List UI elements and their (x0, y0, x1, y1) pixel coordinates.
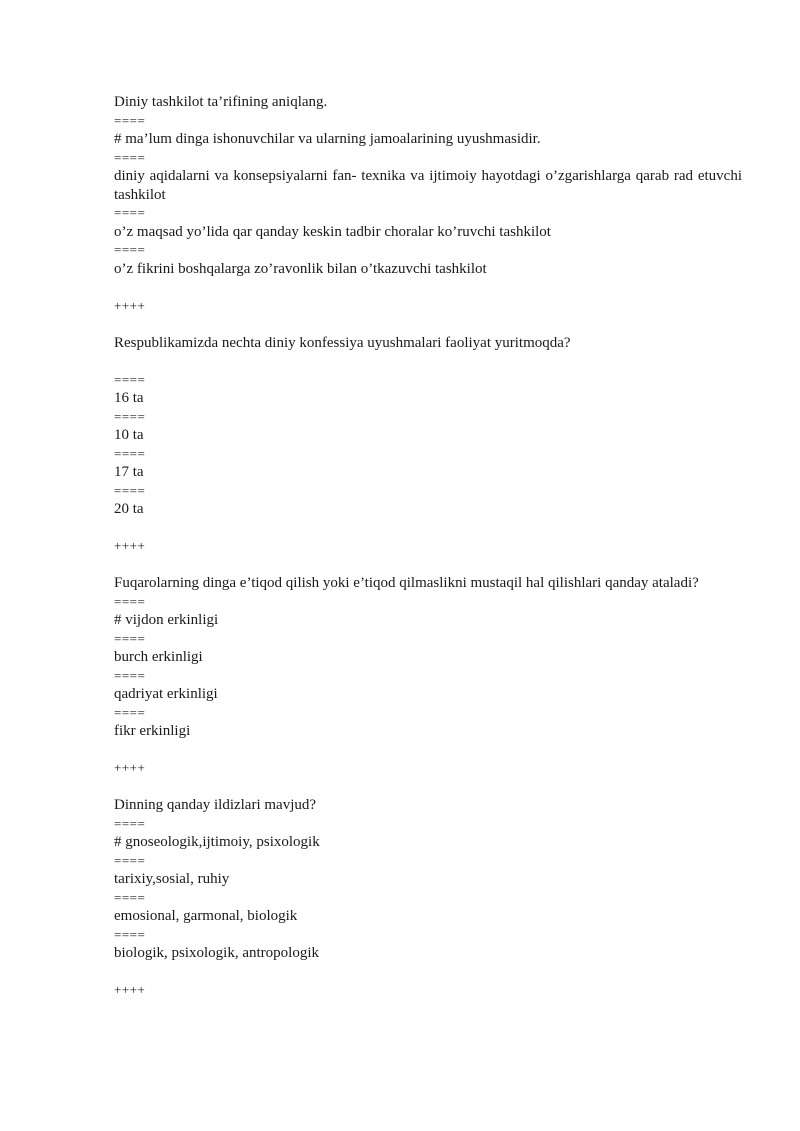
separator: ==== (114, 889, 146, 905)
separator: ==== (114, 205, 146, 220)
question-block (114, 93, 742, 334)
end-marker: ++++ (114, 538, 146, 553)
end-marker: ++++ (114, 982, 146, 997)
end-marker: ++++ (114, 760, 146, 775)
answer-option: # gnoseologik,ijtimoiy, psixologik (114, 834, 320, 850)
question-text: Dinning qanday ildizlari mavjud? (114, 797, 317, 813)
end-marker: ++++ (114, 297, 146, 313)
question-text: Respublikamizda nechta diniy konfessiya uyushmalari faoliyat yuritmoqda? (114, 334, 571, 351)
answer-option: o’z maqsad yo’lida qar qanday keskin tadbir choralar ko’ruvchi tashkilot (114, 223, 551, 240)
separator: ==== (114, 593, 146, 609)
answer-option: biologik, psixologik, antropologik (114, 945, 319, 961)
separator: ==== (114, 630, 146, 646)
separator: ==== (114, 242, 146, 257)
separator: ==== (114, 112, 146, 128)
separator: ==== (114, 815, 146, 831)
separator: ==== (114, 408, 146, 424)
question-block (114, 796, 742, 1000)
separator: ==== (114, 852, 146, 868)
question-text: Diniy tashkilot ta’rifining aniqlang. (114, 94, 328, 110)
answer-option: # vijdon erkinligi (114, 612, 219, 628)
answer-option: qadriyat erkinligi (114, 686, 218, 702)
answer-option: fikr erkinligi (114, 723, 191, 739)
separator: ==== (114, 445, 146, 461)
separator: ==== (114, 371, 146, 387)
document-page (114, 93, 742, 1000)
question-block (114, 574, 742, 796)
separator: ==== (114, 667, 146, 683)
separator: ==== (114, 926, 146, 942)
answer-option: 20 ta (114, 501, 144, 517)
separator: ==== (114, 482, 146, 498)
question-text: Fuqarolarning dinga e’tiqod qilish yoki e’tiqod qilmaslikni mustaqil hal qilishlari qanday ataladi? (114, 575, 699, 591)
answer-option: # ma’lum dinga ishonuvchilar va ularning jamoalarining uyushmasidir. (114, 131, 541, 147)
answer-option: burch erkinligi (114, 649, 203, 665)
answer-option: 16 ta (114, 390, 144, 406)
answer-option: tarixiy,sosial, ruhiy (114, 871, 230, 887)
question-block (114, 334, 742, 575)
answer-option: diniy aqidalarni va konsepsiyalarni fan- texnika va ijtimoiy hayotdagi o’zgarishlarga qarab rad etuvchi tashkilot (114, 168, 742, 203)
separator: ==== (114, 149, 146, 165)
answer-option: emosional, garmonal, biologik (114, 908, 298, 924)
answer-option: o’z fikrini boshqalarga zo’ravonlik bilan o’tkazuvchi tashkilot (114, 260, 487, 277)
answer-option: 10 ta (114, 427, 144, 443)
answer-option: 17 ta (114, 464, 144, 480)
separator: ==== (114, 704, 146, 720)
